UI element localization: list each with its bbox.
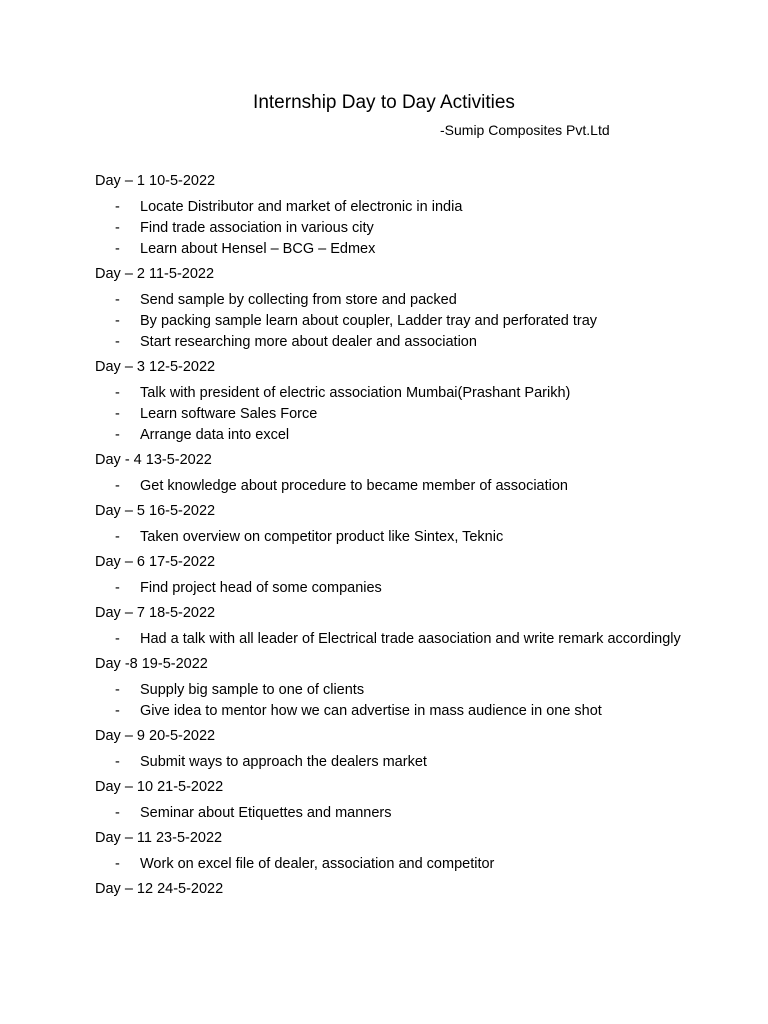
activity-text: Get knowledge about procedure to became member of association [140, 478, 568, 494]
day-heading: Day – 6 17-5-2022 [95, 554, 216, 570]
day-entry [95, 778, 695, 824]
activity-item [95, 311, 700, 332]
bullet-dash: - [115, 682, 120, 698]
activity-item [95, 629, 700, 650]
bullet-dash: - [115, 529, 120, 545]
activity-item [95, 680, 700, 701]
activity-list [95, 290, 695, 353]
activity-list [95, 680, 695, 722]
activity-text: Taken overview on competitor product like Sintex, Teknic [140, 529, 504, 545]
day-entry [95, 502, 695, 548]
activity-list [95, 197, 695, 260]
bullet-dash: - [115, 406, 120, 422]
activity-list [95, 527, 695, 548]
day-entry [95, 553, 695, 599]
activity-item [95, 854, 700, 875]
bullet-dash: - [115, 580, 120, 596]
activity-item [95, 332, 700, 353]
activity-item [95, 752, 700, 773]
day-heading: Day – 12 24-5-2022 [95, 881, 224, 897]
day-heading: Day – 10 21-5-2022 [95, 779, 224, 795]
activity-text: Locate Distributor and market of electronic in india [140, 199, 463, 215]
activity-text: Had a talk with all leader of Electrical trade aasociation and write remark accordingly [140, 631, 681, 647]
activity-item [95, 404, 700, 425]
day-entry [95, 265, 695, 353]
day-entry [95, 829, 695, 875]
activity-item [95, 476, 700, 497]
activity-text: Learn about Hensel – BCG – Edmex [140, 241, 376, 257]
bullet-dash: - [115, 313, 120, 329]
activity-text: Seminar about Etiquettes and manners [140, 805, 392, 821]
activity-list [95, 578, 695, 599]
activity-item [95, 290, 700, 311]
activity-item [95, 239, 700, 260]
day-heading: Day – 9 20-5-2022 [95, 728, 216, 744]
activity-text: Give idea to mentor how we can advertise in mass audience in one shot [140, 703, 602, 719]
day-heading: Day – 7 18-5-2022 [95, 605, 216, 621]
bullet-dash: - [115, 385, 120, 401]
activity-item [95, 218, 700, 239]
activity-item [95, 383, 700, 404]
activity-item [95, 803, 700, 824]
activity-list [95, 752, 695, 773]
day-entry [95, 727, 695, 773]
day-heading: Day – 5 16-5-2022 [95, 503, 216, 519]
day-entry [95, 655, 695, 722]
day-entry [95, 172, 695, 260]
bullet-dash: - [115, 631, 120, 647]
activity-text: Supply big sample to one of clients [140, 682, 365, 698]
day-heading: Day – 2 11-5-2022 [95, 266, 215, 282]
company-name: -Sumip Composites Pvt.Ltd [440, 122, 610, 138]
activity-text: Find project head of some companies [140, 580, 382, 596]
day-heading: Day - 4 13-5-2022 [95, 452, 212, 468]
bullet-dash: - [115, 241, 120, 257]
bullet-dash: - [115, 427, 120, 443]
activity-item [95, 527, 700, 548]
bullet-dash: - [115, 334, 120, 350]
day-entry [95, 358, 695, 446]
activity-item [95, 701, 700, 722]
bullet-dash: - [115, 478, 120, 494]
day-heading: Day – 1 10-5-2022 [95, 173, 216, 189]
activity-text: Start researching more about dealer and association [140, 334, 477, 350]
activity-text: Work on excel file of dealer, association and competitor [140, 856, 495, 872]
day-entry [95, 451, 695, 497]
activity-item [95, 197, 700, 218]
activity-text: Arrange data into excel [140, 427, 290, 443]
activity-list [95, 803, 695, 824]
bullet-dash: - [115, 754, 120, 770]
bullet-dash: - [115, 199, 120, 215]
activity-text: Talk with president of electric association Mumbai(Prashant Parikh) [140, 385, 571, 401]
bullet-dash: - [115, 220, 120, 236]
bullet-dash: - [115, 805, 120, 821]
activity-text: Send sample by collecting from store and packed [140, 292, 457, 308]
activity-text: Learn software Sales Force [140, 406, 318, 422]
bullet-dash: - [115, 703, 120, 719]
activity-item [95, 578, 700, 599]
day-heading: Day – 11 23-5-2022 [95, 830, 223, 846]
activity-list [95, 383, 695, 446]
activity-text: By packing sample learn about coupler, Ladder tray and perforated tray [140, 313, 598, 329]
bullet-dash: - [115, 856, 120, 872]
activity-list [95, 476, 695, 497]
activity-item [95, 425, 700, 446]
day-entry [95, 880, 695, 899]
bullet-dash: - [115, 292, 120, 308]
activity-list [95, 629, 695, 650]
activity-text: Find trade association in various city [140, 220, 374, 236]
day-list [95, 172, 695, 899]
day-heading: Day – 3 12-5-2022 [95, 359, 216, 375]
day-heading: Day -8 19-5-2022 [95, 656, 208, 672]
day-entry [95, 604, 695, 650]
activity-text: Submit ways to approach the dealers market [140, 754, 427, 770]
activity-list [95, 854, 695, 875]
document-title: Internship Day to Day Activities [253, 92, 515, 113]
